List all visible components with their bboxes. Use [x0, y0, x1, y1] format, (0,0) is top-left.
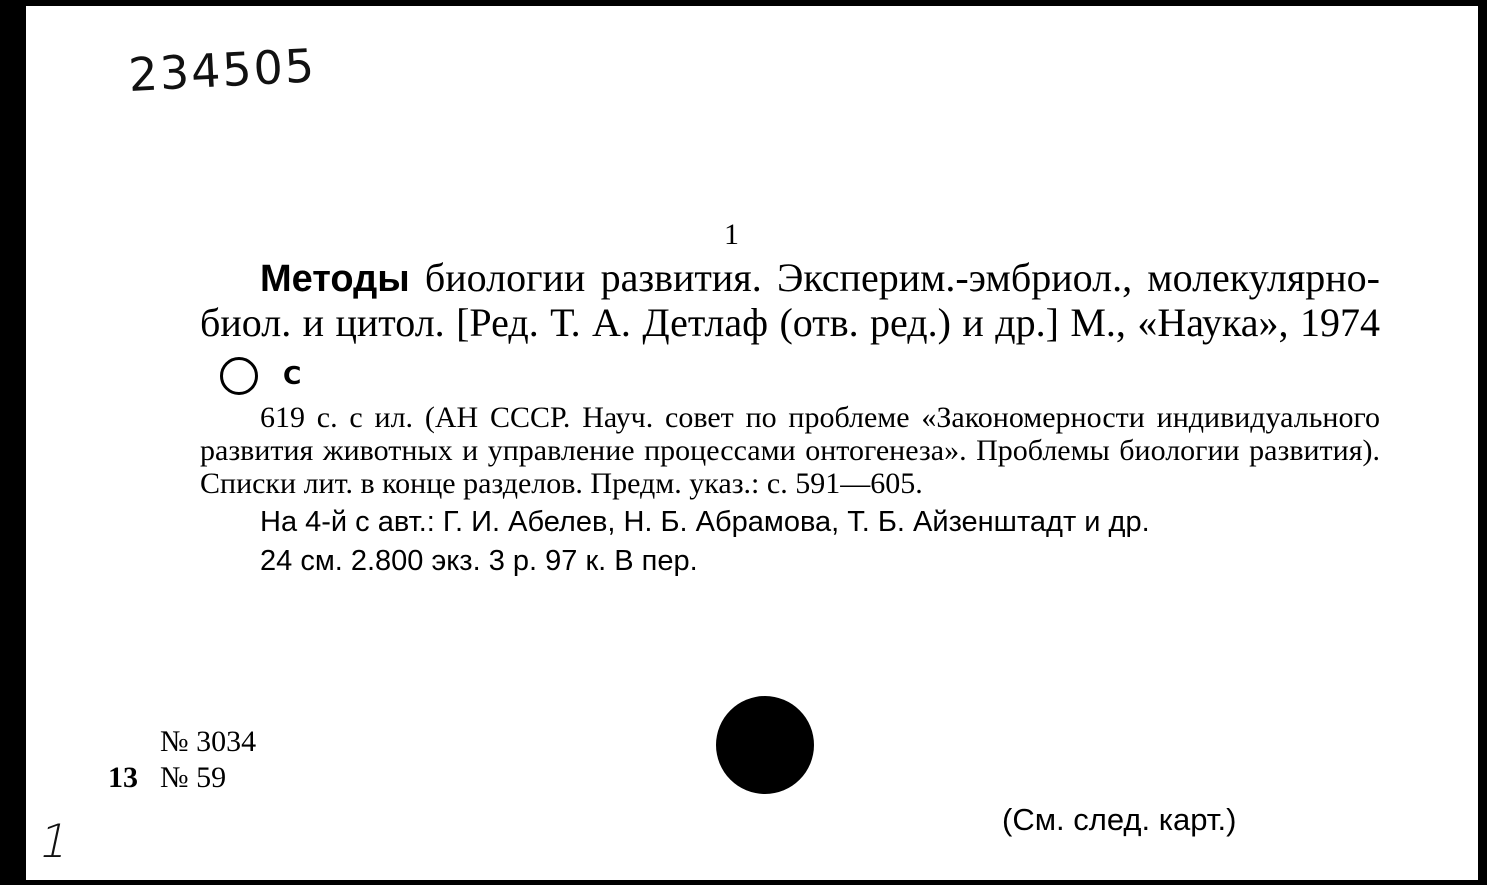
corner-mark: 1: [34, 814, 76, 868]
collation-note: 619 с. с ил. (АН СССР. Науч. совет по проблеме «Закономерности индивидуального развития животных и управление процессами онтогенеза». Проблемы биологии развития). Списки лит. в конце разделов. Предм. указ.: с. 591—605.: [200, 401, 1380, 500]
title-heading: Методы: [260, 258, 410, 300]
copyright-icon: C: [220, 357, 258, 395]
format-price: 24 см. 2.800 экз. 3 р. 97 к. В пер.: [260, 545, 698, 577]
registration-line-1: [108, 724, 256, 760]
card-number: 1: [724, 218, 739, 251]
registration-numbers: [108, 724, 256, 796]
punch-hole: [716, 696, 814, 794]
catalog-card: [26, 6, 1478, 880]
registration-number-2: № 59: [160, 761, 227, 794]
registration-line-2: [108, 760, 256, 796]
title-body: биологии развития. Эксперим.-эмбриол., молекулярно-биол. и цитол. [Ред. Т. А. Детлаф (отв. ред.) и др.] М., «Наука», 1974: [200, 255, 1380, 345]
title-statement: [200, 256, 1380, 395]
call-number: 234505: [127, 38, 318, 102]
registration-number-1: № 3034: [160, 725, 257, 758]
registration-prefix-2: 13: [108, 761, 138, 794]
back-cover-note: На 4-й с авт.: Г. И. Абелев, Н. Б. Абрамова, Т. Б. Айзенштадт и др.: [260, 506, 1150, 538]
continued-note: (См. след. карт.): [1002, 802, 1237, 837]
bibliographic-entry: [200, 256, 1380, 578]
